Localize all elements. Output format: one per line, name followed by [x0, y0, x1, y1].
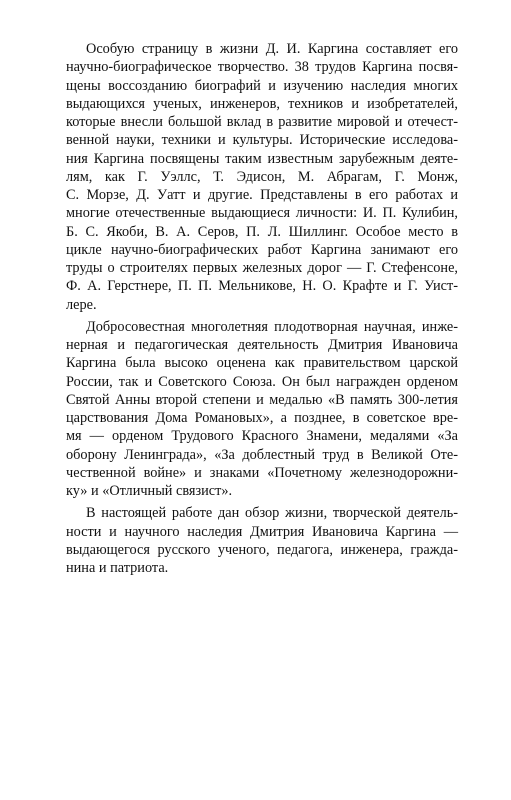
- text-line: В настоящей работе дан обзор жизни, творческой деятель-: [86, 505, 458, 522]
- text-line: цикле научно-биографических работ Каргина занимают его: [66, 241, 458, 258]
- text-line: лере.: [66, 296, 97, 313]
- text-line: выдающегося русского ученого, педагога, инженера, гражда-: [66, 541, 458, 558]
- text-line: венной науки, техники и культуры. Исторические исследова-: [66, 132, 458, 149]
- text-line: которые внесли большой вклад в развитие мировой и отечест-: [66, 114, 458, 130]
- text-line: ности и научного наследия Дмитрия Ивановича Каргина —: [66, 523, 458, 540]
- text-line: оборону Ленинграда», «За доблестный труд в Великой Оте-: [66, 446, 458, 463]
- text-line: Ф. А. Герстнере, П. П. Мельникове, Н. О. Крафте и Г. Уист-: [66, 278, 458, 295]
- document-page: [66, 40, 458, 581]
- text-line: лям, как Г. Уэллс, Т. Эдисон, М. Абрагам, Г. Монж,: [66, 168, 458, 185]
- text-line: царствования Дома Романовых», а позднее, в советское вре-: [66, 410, 458, 426]
- text-line: С. Морзе, Д. Уатт и другие. Представлены в его работах и: [66, 187, 458, 203]
- text-line: щены воссозданию биографий и изучению наследия многих: [66, 77, 458, 94]
- text-line: научно-биографическое творчество. 38 трудов Каргина посвя-: [66, 59, 458, 76]
- text-line: ния Каргина посвящены таким известным зарубежным деяте-: [66, 150, 458, 167]
- text-line: чественной войне» и знаками «Почетному железнодорожни-: [66, 464, 458, 481]
- text-line: мя — орденом Трудового Красного Знамени, медалями «За: [66, 428, 458, 445]
- text-line: многие отечественные выдающиеся личности: И. П. Кулибин,: [66, 205, 458, 222]
- text-line: Б. С. Якоби, В. А. Серов, П. Л. Шиллинг. Особое место в: [66, 223, 458, 240]
- text-line: Каргина была высоко оценена как правительством царской: [66, 355, 458, 372]
- text-line: ку» и «Отличный связист».: [66, 483, 233, 499]
- text-line: выдающихся ученых, инженеров, техников и изобретателей,: [66, 95, 458, 112]
- text-line: Святой Анны второй степени и медалью «В память 300-летия: [66, 391, 458, 408]
- paragraph-overview: [66, 504, 458, 577]
- paragraph-creative-work: [66, 40, 458, 314]
- text-line: Добросовестная многолетняя плодотворная научная, инже-: [86, 318, 458, 335]
- text-line: России, так и Советского Союза. Он был награжден орденом: [66, 373, 458, 390]
- text-line: нерная и педагогическая деятельность Дмитрия Ивановича: [66, 337, 458, 353]
- text-line: нина и патриота.: [66, 560, 169, 576]
- paragraph-awards: [66, 318, 458, 501]
- text-line: Особую страницу в жизни Д. И. Каргина составляет его: [86, 41, 458, 57]
- text-line: труды о строителях первых железных дорог — Г. Стефенсоне,: [66, 260, 458, 276]
